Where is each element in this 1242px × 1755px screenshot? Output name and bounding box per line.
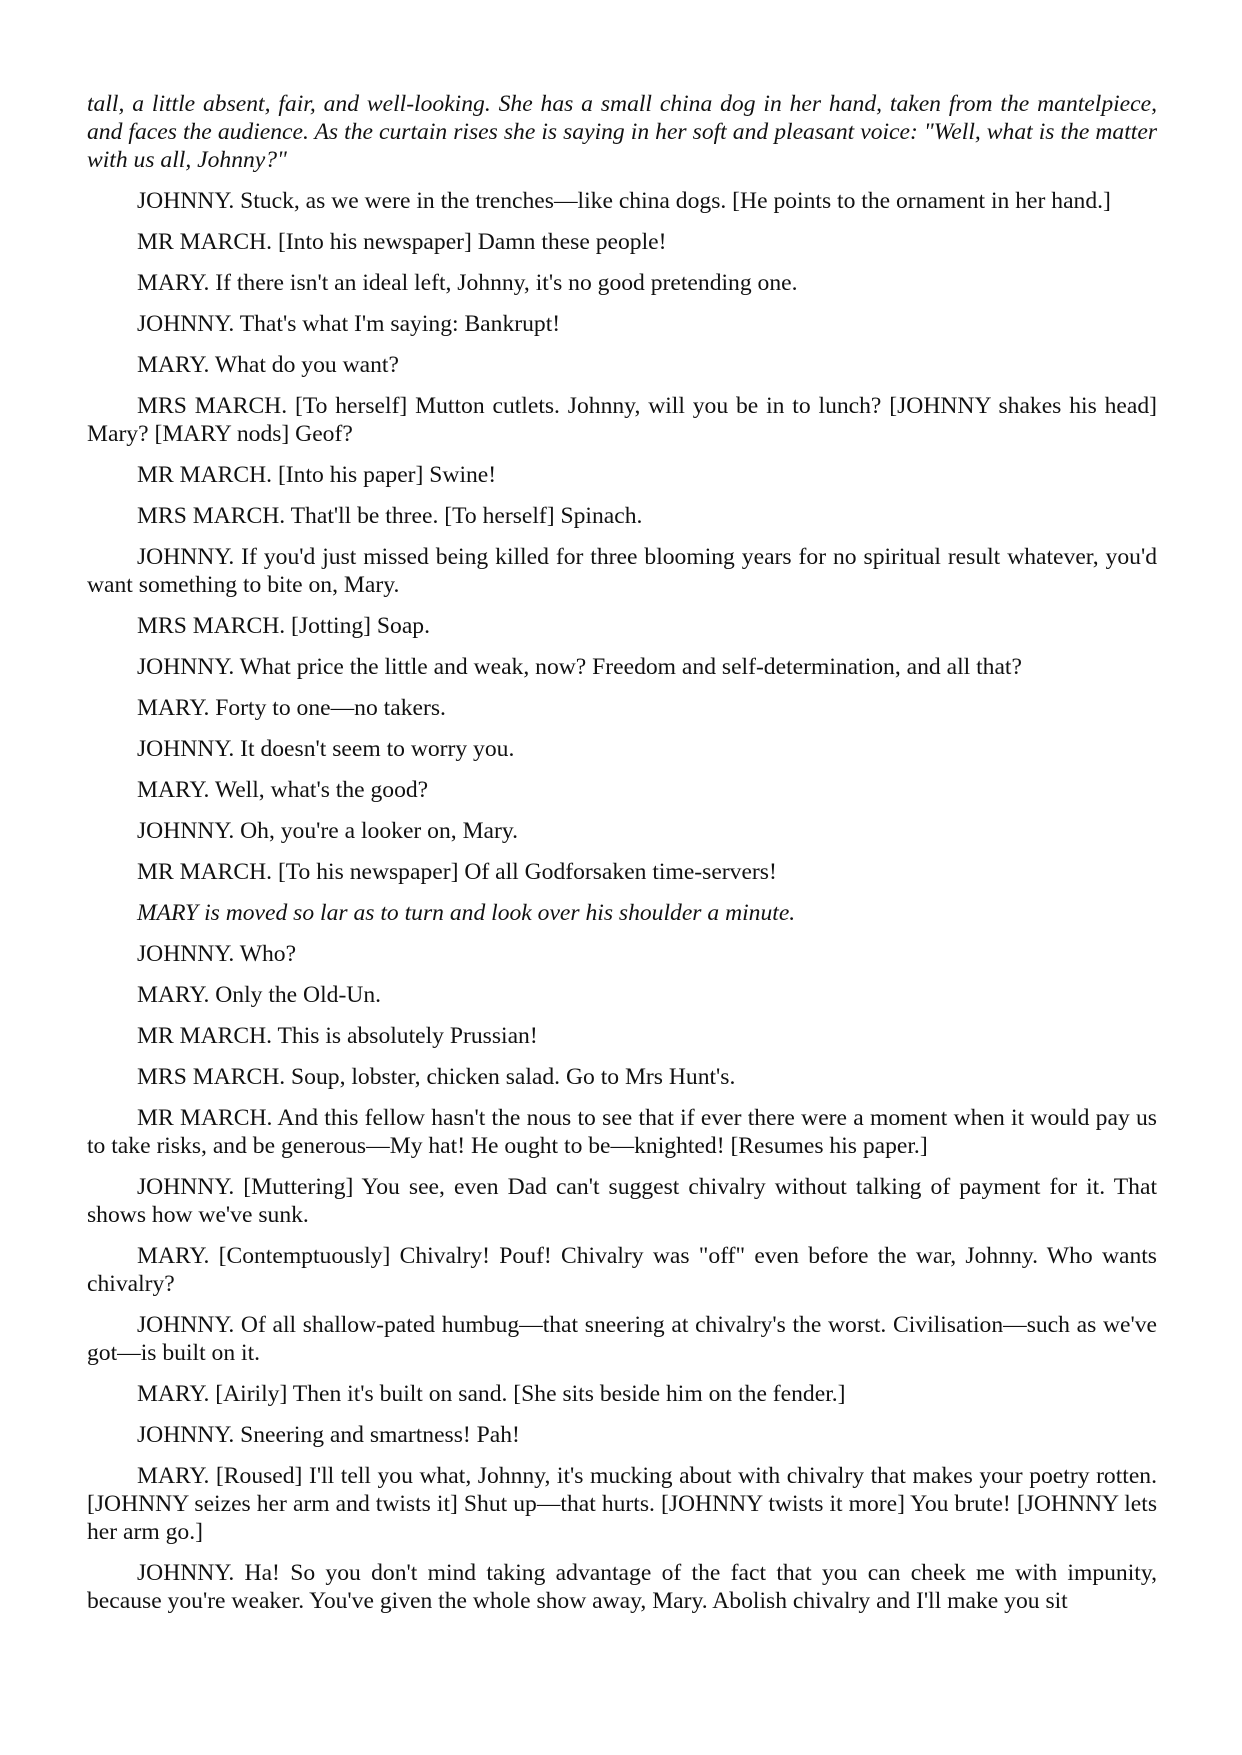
dialogue-line: JOHNNY. Ha! So you don't mind taking advantage of the fact that you can cheek me with impunity, because you're weaker. You've given the whole show away, Mary. Abolish chivalry and I'll make you sit (87, 1560, 1157, 1614)
dialogue-line: JOHNNY. Oh, you're a looker on, Mary. (137, 818, 519, 844)
dialogue-line: JOHNNY. That's what I'm saying: Bankrupt! (137, 311, 561, 337)
dialogue-line: MR MARCH. This is absolutely Prussian! (137, 1023, 538, 1049)
dialogue-line: MARY. Only the Old-Un. (137, 982, 382, 1008)
dialogue-line: MARY. If there isn't an ideal left, Johnny, it's no good pretending one. (137, 270, 798, 296)
dialogue-line: JOHNNY. It doesn't seem to worry you. (137, 736, 515, 762)
dialogue-line: JOHNNY. Stuck, as we were in the trenches—like china dogs. [He points to the ornament in her hand.] (137, 188, 1111, 214)
dialogue-line: MARY. Forty to one—no takers. (137, 695, 446, 721)
document-page (87, 90, 1157, 1628)
dialogue-line: MRS MARCH. [To herself] Mutton cutlets. Johnny, will you be in to lunch? [JOHNNY shakes his head] Mary? [MARY nods] Geof? (87, 393, 1157, 447)
dialogue-line: JOHNNY. Sneering and smartness! Pah! (137, 1422, 520, 1448)
stage-direction: MARY is moved so lar as to turn and look over his shoulder a minute. (137, 900, 796, 926)
dialogue-line: JOHNNY. What price the little and weak, now? Freedom and self-determination, and all that? (137, 654, 1022, 680)
dialogue-line: MARY. [Contemptuously] Chivalry! Pouf! Chivalry was "off" even before the war, Johnny. Who wants chivalry? (87, 1243, 1157, 1297)
dialogue-line: MR MARCH. [Into his newspaper] Damn these people! (137, 229, 667, 255)
dialogue-line: MR MARCH. [Into his paper] Swine! (137, 462, 497, 488)
dialogue-line: JOHNNY. Of all shallow-pated humbug—that sneering at chivalry's the worst. Civilisation—such as we've got—is built on it. (87, 1312, 1157, 1366)
dialogue-line: MRS MARCH. That'll be three. [To herself] Spinach. (137, 503, 643, 529)
dialogue-line: JOHNNY. Who? (137, 941, 297, 967)
dialogue-line: JOHNNY. [Muttering] You see, even Dad can't suggest chivalry without talking of payment for it. That shows how we've sunk. (87, 1174, 1157, 1228)
dialogue-line: MR MARCH. [To his newspaper] Of all Godforsaken time-servers! (137, 859, 777, 885)
dialogue-line: MARY. What do you want? (137, 352, 399, 378)
dialogue-line: MARY. Well, what's the good? (137, 777, 429, 803)
dialogue-line: MR MARCH. And this fellow hasn't the nous to see that if ever there were a moment when it would pay us to take risks, and be generous—My hat! He ought to be—knighted! [Resumes his paper.] (87, 1105, 1157, 1159)
dialogue-line: MARY. [Roused] I'll tell you what, Johnny, it's mucking about with chivalry that makes your poetry rotten. [JOHNNY seizes her arm and twists it] Shut up—that hurts. [JOHNNY twists it more] You brute! [JOHNNY lets her arm go.] (87, 1463, 1157, 1545)
dialogue-line: JOHNNY. If you'd just missed being killed for three blooming years for no spiritual result whatever, you'd want something to bite on, Mary. (87, 544, 1157, 598)
dialogue-line: MRS MARCH. Soup, lobster, chicken salad. Go to Mrs Hunt's. (137, 1064, 736, 1090)
dialogue-line: MRS MARCH. [Jotting] Soap. (137, 613, 430, 639)
dialogue-line: MARY. [Airily] Then it's built on sand. [She sits beside him on the fender.] (137, 1381, 846, 1407)
stage-direction: tall, a little absent, fair, and well-looking. She has a small china dog in her hand, taken from the mantelpiece, and faces the audience. As the curtain rises she is saying in her soft and pleasant voice: "Well, what is the matter with us all, Johnny?" (87, 91, 1157, 173)
